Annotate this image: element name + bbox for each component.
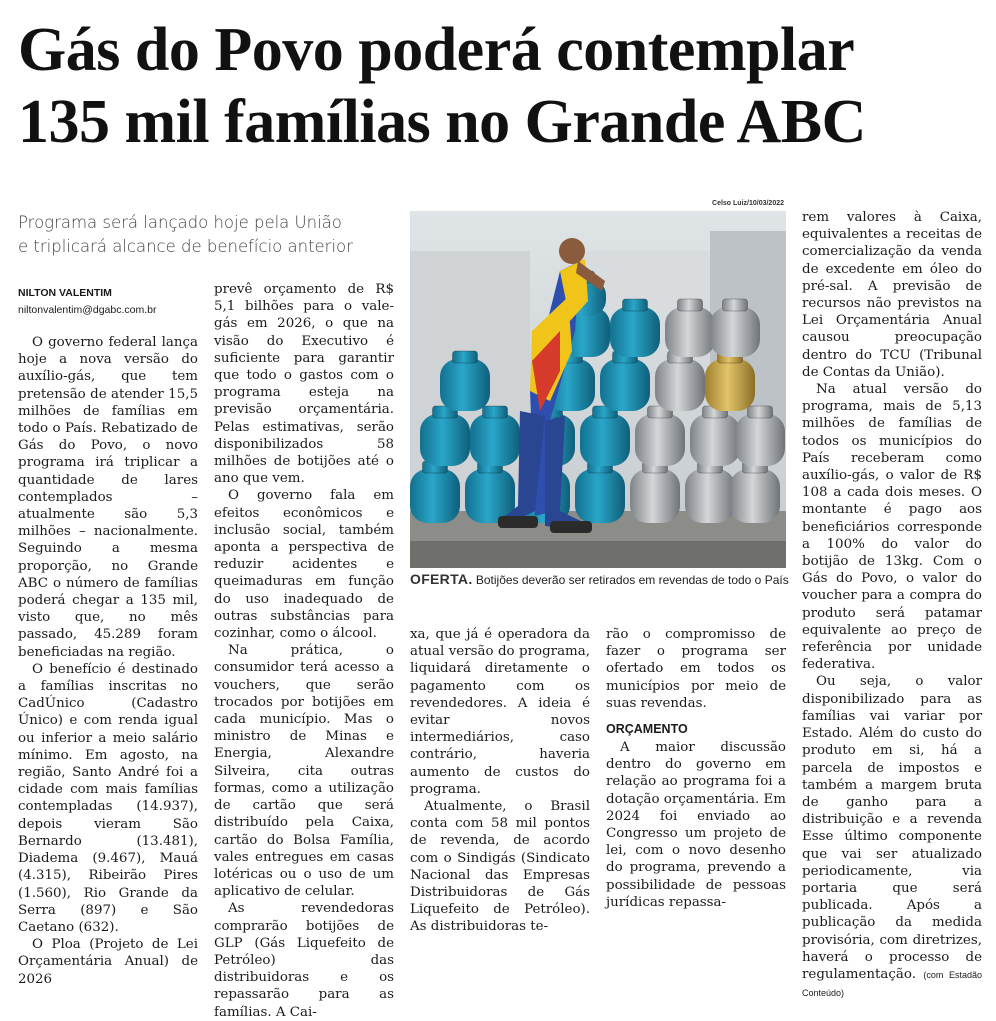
text-column-1 [18,334,198,988]
author-name: NILTON VALENTIM [18,287,112,299]
paragraph: O governo federal lança hoje a nova versão do auxílio-gás, que tem pretensão de atender 15,5 milhões de famílias em todo o País. Rebatizado de Gás do Povo, o novo programa irá triplicar a quantidade de lares contemplados – atualmente são 5,3 milhões – nacionalmente. Seguindo a mesma proporção, no Grande ABC o número de famílias poderá chegar a 135 mil, visto que, no mês passado, 45.289 foram beneficiadas na região. [18,335,198,660]
headline-line-2: 135 mil famílias no Grande ABC [18,88,866,156]
byline [18,286,213,317]
photo-caption [410,570,790,589]
caption-label: OFERTA. [410,571,473,587]
text-column-4 [606,626,786,911]
paragraph: As revendedoras comprarão botijões de GLP (Gás Liquefeito de Petróleo) das distribuidoras e os repassarão para as famílias. A Cai- [214,901,394,1020]
paragraph: Na atual versão do programa, mais de 5,13 milhões de famílias de todos os municípios do País receberam como auxílio-gás, o valor de R$ 108 a cada dois meses. O montante é pago aos beneficiários corresponde a 100% do valor do botijão de 13kg. Com o Gás do Povo, o valor do voucher para a compra do produto será patamar equivalente ao preço de referência por unidade federativa. [802,382,982,673]
source-note: (com Estadão Conteúdo) [802,969,982,999]
paragraph: Atualmente, o Brasil conta com 58 mil pontos de revenda, de acordo com o Sindigás (Sindicato Nacional das Empresas Distribuidoras de Gás Liquefeito de Petróleo). As distribuidoras te- [410,799,590,935]
subheadline-line-2: e triplicará alcance de benefício anterior [18,237,353,256]
paragraph: A maior discussão dentro do governo em relação ao programa foi a dotação orçamentária. Em 2024 foi enviado ao Congresso um projeto de lei, com o novo desenho do programa, prevendo a possibilidade de pessoas jurídicas repassa- [606,740,787,910]
subheadline-line-1: Programa será lançado hoje pela União [18,213,342,232]
paragraph: rem valores à Caixa, equivalentes a receitas de comercialização da venda de excedente em óleo do pré-sal. A previsão de recursos não previstos na Lei Orçamentária Anual causou preocupação dentro do TCU (Tribunal de Contas da União). [802,210,982,380]
text-column-2 [214,281,394,1021]
text-column-3 [410,626,590,936]
headline [18,14,988,158]
paragraph-text: Ou seja, o valor disponibilizado para as famílias vai variar por Estado. Além do custo do produto em si, há a parcela de impostos e também a margem bruta de ganho para a distribuição e a revenda Esse último componente que vai ser atualizado periodicamente, via portaria que será publicada. Após a publicação da medida provisória, com diretrizes, haverá o processo de regulamentação. [802,674,982,982]
section-heading-orcamento: ORÇAMENTO [606,722,688,737]
paragraph [802,673,982,1002]
paragraph: O benefício é destinado a famílias inscritas no CadÚnico (Cadastro Único) e com renda igual ou inferior a meio salário mínimo. Em agosto, na região, Santo André foi a cidade com mais famílias contempladas (14.937), depois vieram São Bernardo (13.481), Diadema (9.467), Mauá (4.315), Ribeirão Pires (1.560), Rio Grande da Serra (897) e São Caetano (632). [18,661,198,935]
headline-line-1: Gás do Povo poderá contemplar [18,16,855,84]
paragraph: xa, que já é operadora da atual versão do programa, liquidará diretamente o pagamento com os revendedores. A ideia é evitar novos intermediários, caso contrário, haveria aumento de custos do programa. [410,627,590,797]
photo-credit: Celso Luiz/10/03/2022 [712,200,784,207]
text-column-5 [802,209,982,1002]
paragraph: prevê orçamento de R$ 5,1 bilhões para o vale-gás em 2026, o que na visão do Executivo é suficiente para garantir que todo o gastos com o programa esteja na previsão orçamentária. Pelas estimativas, serão disponibilizados 58 milhões de botijões até o ano que vem. [214,282,394,487]
caption-text: Botijões deverão ser retirados em revendas de todo o País [475,573,789,587]
paragraph: Na prática, o consumidor terá acesso a vouchers, que serão trocados por botijões em cada município. Mas o ministro de Minas e Energia, Alexandre Silveira, cita outras formas, como a utilização de cartão que será distribuído pela Caixa, cartão do Bolsa Família, vales entregues em casas lotéricas ou o uso de um aplicativo de celular. [214,643,394,900]
paragraph: O Ploa (Projeto de Lei Orçamentária Anual) de 2026 [18,937,198,987]
gas-cylinder-photo-illustration [410,211,786,568]
subheadline [18,211,398,259]
paragraph: rão o compromisso de fazer o programa ser ofertado em todos os municípios por meio de suas revendas. [606,627,786,711]
gas-cylinder-photo [410,211,786,568]
author-email: niltonvalentim@dgabc.com.br [18,304,157,316]
paragraph: O governo fala em efeitos econômicos e inclusão social, também aponta a perspectiva de reduzir acidentes e queimaduras em função do uso inadequado de outras substâncias para cozinhar, como o álcool. [214,488,394,642]
